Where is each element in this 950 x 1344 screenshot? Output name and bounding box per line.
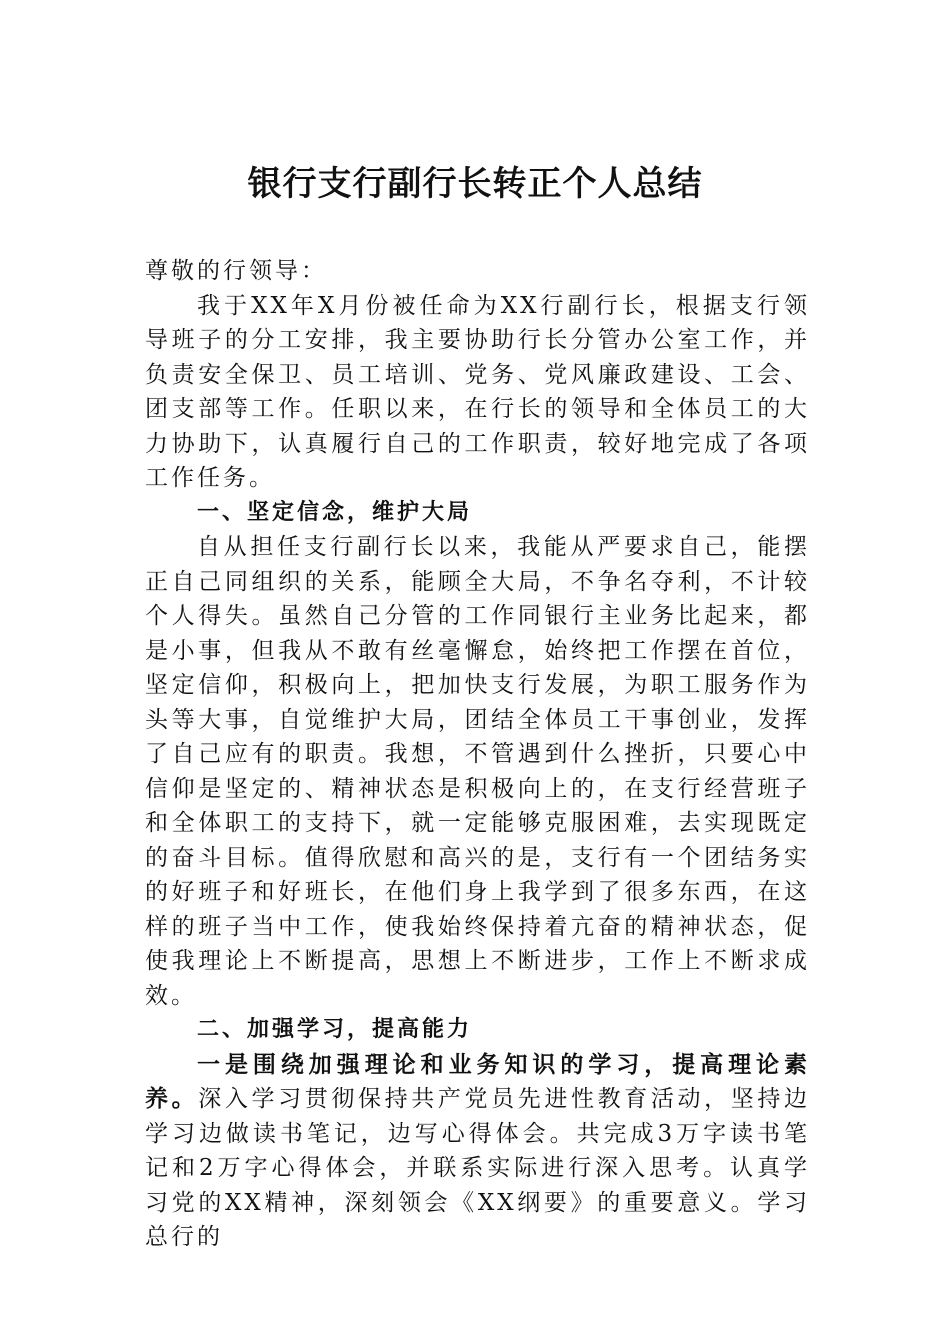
section-1-heading: 一、坚定信念，维护大局 <box>197 499 473 525</box>
section-1-paragraph: 自从担任支行副行长以来，我能从严要求自己，能摆正自己同组织的关系，能顾全大局，不争名夺利，不计较个人得失。虽然自己分管的工作同银行主业务比起来，都是小事，但我从不敢有丝毫懈怠，始终把工作摆在首位，坚定信仰，积极向上，把加快支行发展，为职工服务作为头等大事，自觉维护大局，团结全体员工干事创业，发挥了自己应有的职责。我想，不管遇到什么挫折，只要心中信仰是坚定的、精神状态是积极向上的，在支行经营班子和全体职工的支持下，就一定能够克服困难，去实现既定的奋斗目标。值得欣慰和高兴的是，支行有一个团结务实的好班子和好班长，在他们身上我学到了很多东西，在这样的班子当中工作，使我始终保持着亢奋的精神状态，促使我理论上不断提高，思想上不断进步，工作上不断求成效。 <box>145 534 810 1009</box>
section-2-paragraph <box>145 1048 810 1255</box>
salutation: 尊敬的行领导： <box>145 258 327 284</box>
intro-paragraph: 我于XX年X月份被任命为XX行副行长，根据支行领导班子的分工安排，我主要协助行长分管办公室工作，并负责安全保卫、员工培训、党务、党风廉政建设、工会、团支部等工作。任职以来，在行长的领导和全体员工的大力协助下，认真履行自己的工作职责，较好地完成了各项工作任务。 <box>145 292 810 491</box>
section-2-lead: 一是围绕加强理论和业务知识的学习，提高理论素养。 <box>145 1050 810 1112</box>
section-2-text: 深入学习贯彻保持共产党员先进性教育活动，坚持边学习边做读书笔记，边写心得体会。共完成3万字读书笔记和2万字心得体会，并联系实际进行深入思考。认真学习党的XX精神，深刻领会《XX纲要》的重要意义。学习总行的 <box>145 1086 810 1250</box>
document-body <box>145 254 810 1255</box>
document-title: 银行支行副行长转正个人总结 <box>247 164 703 204</box>
section-2-heading: 二、加强学习，提高能力 <box>197 1017 473 1042</box>
